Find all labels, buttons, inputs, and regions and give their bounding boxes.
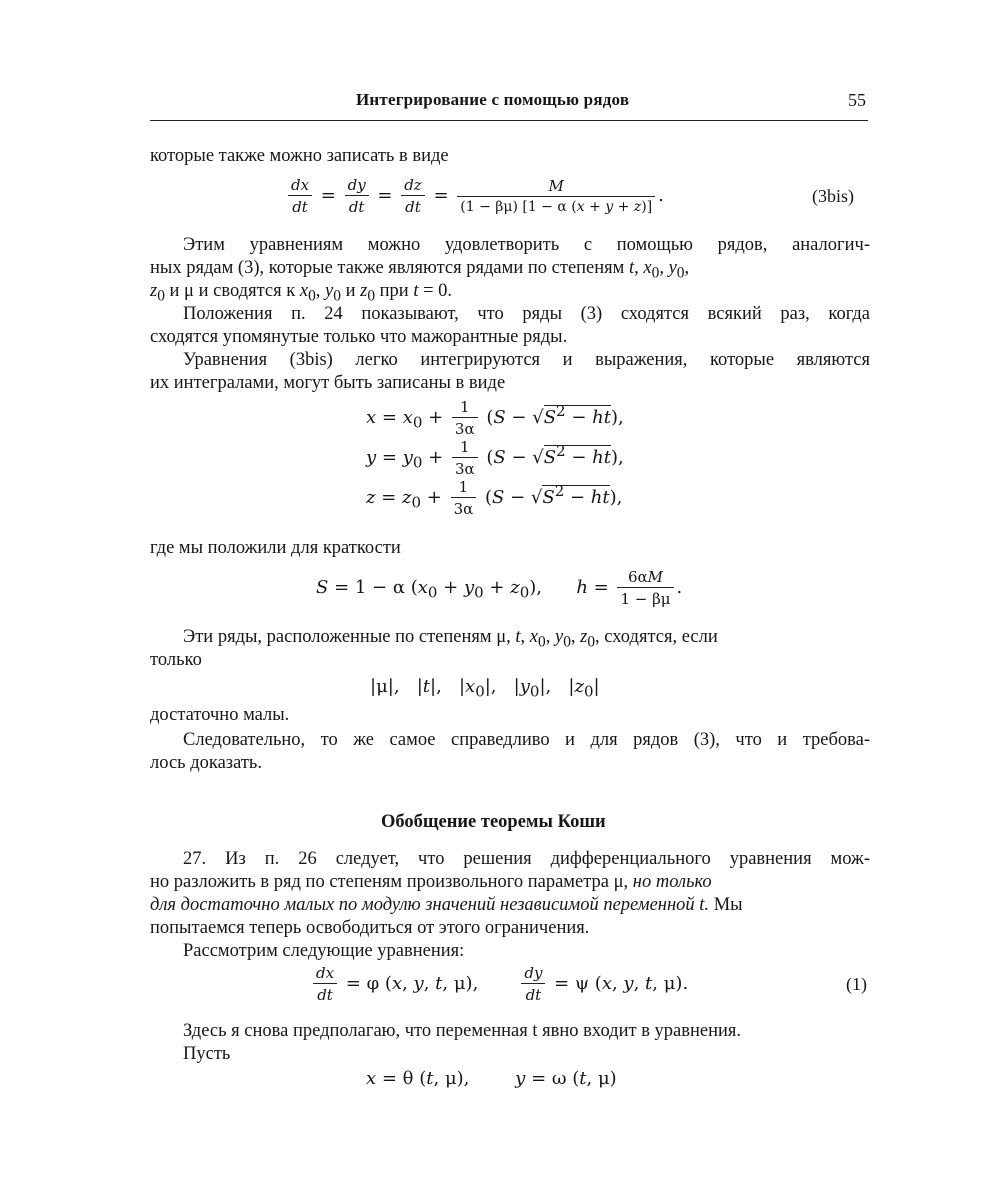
paragraph-line: ных рядам (3), которые также являются рядами по степеням t, $x_0$, $y_0$,	[150, 258, 690, 282]
paragraph-italic: для достаточно малых по модулю значений независимой переменной t.	[150, 895, 710, 915]
paragraph-line: 27. Из п. 26 следует, что решения дифференциального уравнения мож-	[183, 849, 870, 869]
equation-s-h: S = 1 − α $(x_0 + y_0 + z_0)$, h = $\frac{6\alpha M}{1 - \beta\mu}$ .	[316, 568, 683, 608]
paragraph-text: при	[379, 281, 409, 301]
paragraph-line: достаточно малы.	[150, 705, 290, 725]
paragraph-line: Уравнения (3bis) легко интегрируются и выражения, которые являются	[183, 350, 870, 370]
header-rule	[150, 120, 868, 121]
paragraph-italic: но только	[632, 872, 712, 892]
equation-theta-omega: x = θ (t, μ), y = ω (t, μ)	[366, 1068, 617, 1089]
running-header-title: Интегрирование с помощью рядов	[356, 90, 630, 109]
paragraph-line: Следовательно, то же самое справедливо и для рядов (3), что и требова-	[183, 730, 870, 750]
paragraph-line: Пусть	[183, 1044, 231, 1064]
equation-1: $\frac{dx}{dt}$ = φ (x, y, t, μ), $\frac{dy}{dt}$ = ψ (x, y, t, μ).	[310, 964, 688, 1004]
paragraph-text: сходятся, если	[604, 627, 718, 647]
paragraph-line: Эти ряды, расположенные по степеням μ, t, $x_0$, $y_0$, $z_0$, сходятся, если	[183, 627, 718, 651]
paragraph-line: Здесь я снова предполагаю, что переменная t явно входит в уравнения.	[183, 1021, 742, 1041]
equation-y: $y = y_0$ + $\frac{1}{3\alpha}$ $(S - √S^2 - ht)$,	[366, 438, 624, 478]
paragraph-line: сходятся упомянутые только что мажорантные ряды.	[150, 327, 568, 347]
paragraph-line: только	[150, 650, 202, 670]
paragraph-text: Эти ряды, расположенные по степеням	[183, 627, 492, 647]
paragraph-line: Рассмотрим следующие уравнения:	[183, 941, 465, 961]
paragraph-text: Мы	[713, 895, 743, 915]
equation-z: $z = z_0$ + $\frac{1}{3\alpha}$ $(S - √S^2 - ht)$,	[366, 478, 623, 518]
paragraph-intro: которые также можно записать в виде	[150, 146, 449, 166]
equation-abs-values: |μ|, |t|, $|x_0|$, $|y_0|$, $|z_0|$	[370, 676, 600, 701]
paragraph-line: лось доказать.	[150, 753, 262, 773]
paragraph-line: $z_0$ и μ и сводятся к $x_0$, $y_0$ и $z_0$ при t = 0.	[150, 281, 453, 305]
paragraph-line: их интегралами, могут быть записаны в виде	[150, 373, 506, 393]
paragraph-line: Этим уравнениям можно удовлетворить с помощью рядов, аналогич-	[183, 235, 870, 255]
paragraph-text: но разложить в ряд по степеням произвольного параметра μ,	[150, 872, 629, 892]
equation-x: $x = x_0$ + $\frac{1}{3\alpha}$ $(S - √S^2 - ht)$,	[366, 398, 624, 438]
section-title: Обобщение теоремы Коши	[381, 812, 606, 832]
equation-label-3bis: (3bis)	[812, 186, 854, 206]
page-number: 55	[848, 90, 866, 110]
paragraph-text: и μ и сводятся к	[169, 281, 296, 301]
paragraph-line: где мы положили для краткости	[150, 538, 401, 558]
equation-label-1: (1)	[846, 974, 867, 994]
paragraph-line	[150, 894, 870, 916]
paragraph-line	[150, 871, 870, 893]
paragraph-text: ных рядам (3), которые также являются рядами по степеням	[150, 258, 625, 278]
paragraph-line: попытаемся теперь освободиться от этого ограничения.	[150, 918, 590, 938]
equation-3bis: $\frac{dx}{dt}$ = $\frac{dy}{dt}$ = $\frac{dz}{dt}$ = $\frac{M}{(1 - \beta\mu) [1 - \alpha (x + y + z)]}$ .	[285, 176, 664, 216]
paragraph-line: Положения п. 24 показывают, что ряды (3) сходятся всякий раз, когда	[183, 304, 870, 324]
